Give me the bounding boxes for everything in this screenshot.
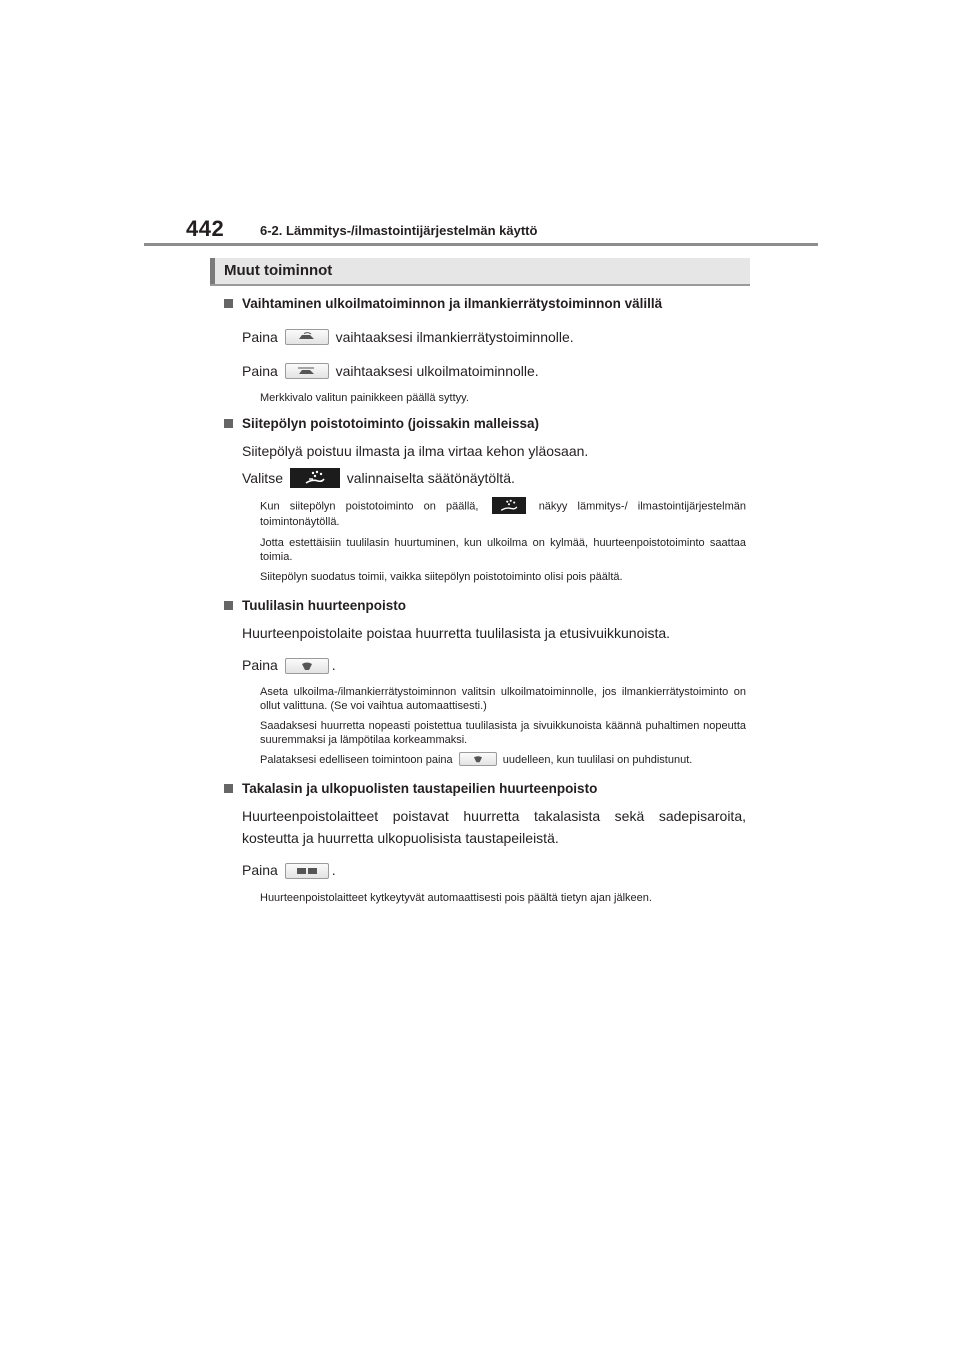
note: Huurteenpoistolaitteet kytkeytyvät automaattisesti pois päältä tietyn ajan jälkeen. <box>260 892 652 905</box>
heading-text: Tuulilasin huurteenpoisto <box>242 598 406 614</box>
text: . <box>331 862 336 879</box>
note: Aseta ulkoilma-/ilmankierrätystoiminnon valitsin ulkoilmatoiminnolle, jos ilmankierrätystoiminto on ollut valittuna. (Se voi vaihtua automaattisesti.) <box>260 686 746 713</box>
note: Jotta estettäisiin tuulilasin huurtuminen, kun ulkoilma on kylmää, huurteenpoistotoiminto saattaa toimia. <box>260 537 746 564</box>
windshield-defogger-button-icon <box>285 658 329 674</box>
rear-window-defogger-icon <box>295 866 319 876</box>
paragraph <box>242 859 746 881</box>
bullet-square-icon <box>224 601 233 610</box>
text: Valitse <box>242 470 283 486</box>
bullet-square-icon <box>224 784 233 793</box>
section-title: Muut toiminnot <box>224 262 333 279</box>
paragraph <box>242 326 746 348</box>
paragraph <box>242 467 746 489</box>
text: Paina <box>242 657 278 674</box>
text: . <box>331 657 336 674</box>
text: Kun siitepölyn poistotoiminto on päällä, <box>260 500 479 513</box>
windshield-defogger-icon <box>296 661 318 671</box>
text: Paina <box>242 862 278 879</box>
note: Saadaksesi huurretta nopeasti poistettua tuulilasista ja sivuikkunoista käännä puhaltimen nopeutta suuremmaksi ja lämpötilaa korkeammaksi. <box>260 720 746 747</box>
heading-windshield-defogger <box>222 596 746 616</box>
rear-defogger-button-icon <box>285 863 329 879</box>
pollen-removal-icon <box>496 499 522 513</box>
windshield-defogger-icon <box>469 755 487 763</box>
text: uudelleen, kun tuulilasi on puhdistunut. <box>502 754 693 767</box>
recirculation-icon <box>296 332 318 342</box>
note <box>260 753 746 767</box>
heading-text: Siitepölyn poistotoiminto (joissakin malleissa) <box>242 416 540 431</box>
paragraph <box>242 360 746 382</box>
bullet-square-icon <box>224 299 233 308</box>
text: vaihtaaksesi ilmankierrätystoiminnolle. <box>335 329 574 345</box>
outside-air-icon <box>296 366 318 376</box>
text: vaihtaaksesi ulkoilmatoiminnolle. <box>335 363 539 379</box>
chapter-title: 6-2. Lämmitys-/ilmastointijärjestelmän käyttö <box>260 223 538 238</box>
text: Palataksesi edelliseen toimintoon paina <box>260 754 453 767</box>
text: Paina <box>242 329 278 345</box>
pollen-removal-icon <box>300 470 330 486</box>
heading-text: Takalasin ja ulkopuolisten taustapeilien huurteenpoisto <box>242 781 598 797</box>
paragraph: Siitepölyä poistuu ilmasta ja ilma virtaa kehon yläosaan. <box>242 443 589 459</box>
paragraph: Huurteenpoistolaitteet poistavat huurretta takalasista sekä sadepisaroita, kosteutta ja huurretta ulkopuolisista taustapeileistä. <box>242 808 746 847</box>
windshield-defogger-button-icon <box>459 752 497 766</box>
paragraph: Huurteenpoistolaite poistaa huurretta tuulilasista ja etusivuikkunoista. <box>242 625 671 642</box>
note: Merkkivalo valitun painikkeen päällä syttyy. <box>260 392 469 404</box>
heading-pollen-removal <box>222 414 746 434</box>
outside-air-button-icon <box>285 363 329 379</box>
header-rule <box>144 243 818 246</box>
section-header <box>210 258 750 286</box>
heading-rear-defogger <box>222 779 746 799</box>
heading-air-intake <box>222 294 746 314</box>
recirculation-button-icon <box>285 329 329 345</box>
note <box>260 498 746 529</box>
text: valinnaiselta säätönäytöltä. <box>346 470 515 486</box>
bullet-square-icon <box>224 419 233 428</box>
page-number: 442 <box>186 216 225 241</box>
text: Paina <box>242 363 278 379</box>
pollen-button-icon <box>290 468 340 488</box>
content <box>222 292 746 905</box>
heading-text: Vaihtaminen ulkoilmatoiminnon ja ilmankierrätystoiminnon välillä <box>242 296 663 311</box>
section-accent <box>210 258 215 284</box>
text: näkyy lämmitys-/ ilmastointijärjestelmän toimintonäytöllä. <box>260 500 746 529</box>
pollen-indicator-icon <box>492 497 526 514</box>
note: Siitepölyn suodatus toimii, vaikka siitepölyn poistotoiminto olisi pois päältä. <box>260 571 623 584</box>
paragraph <box>242 654 746 676</box>
